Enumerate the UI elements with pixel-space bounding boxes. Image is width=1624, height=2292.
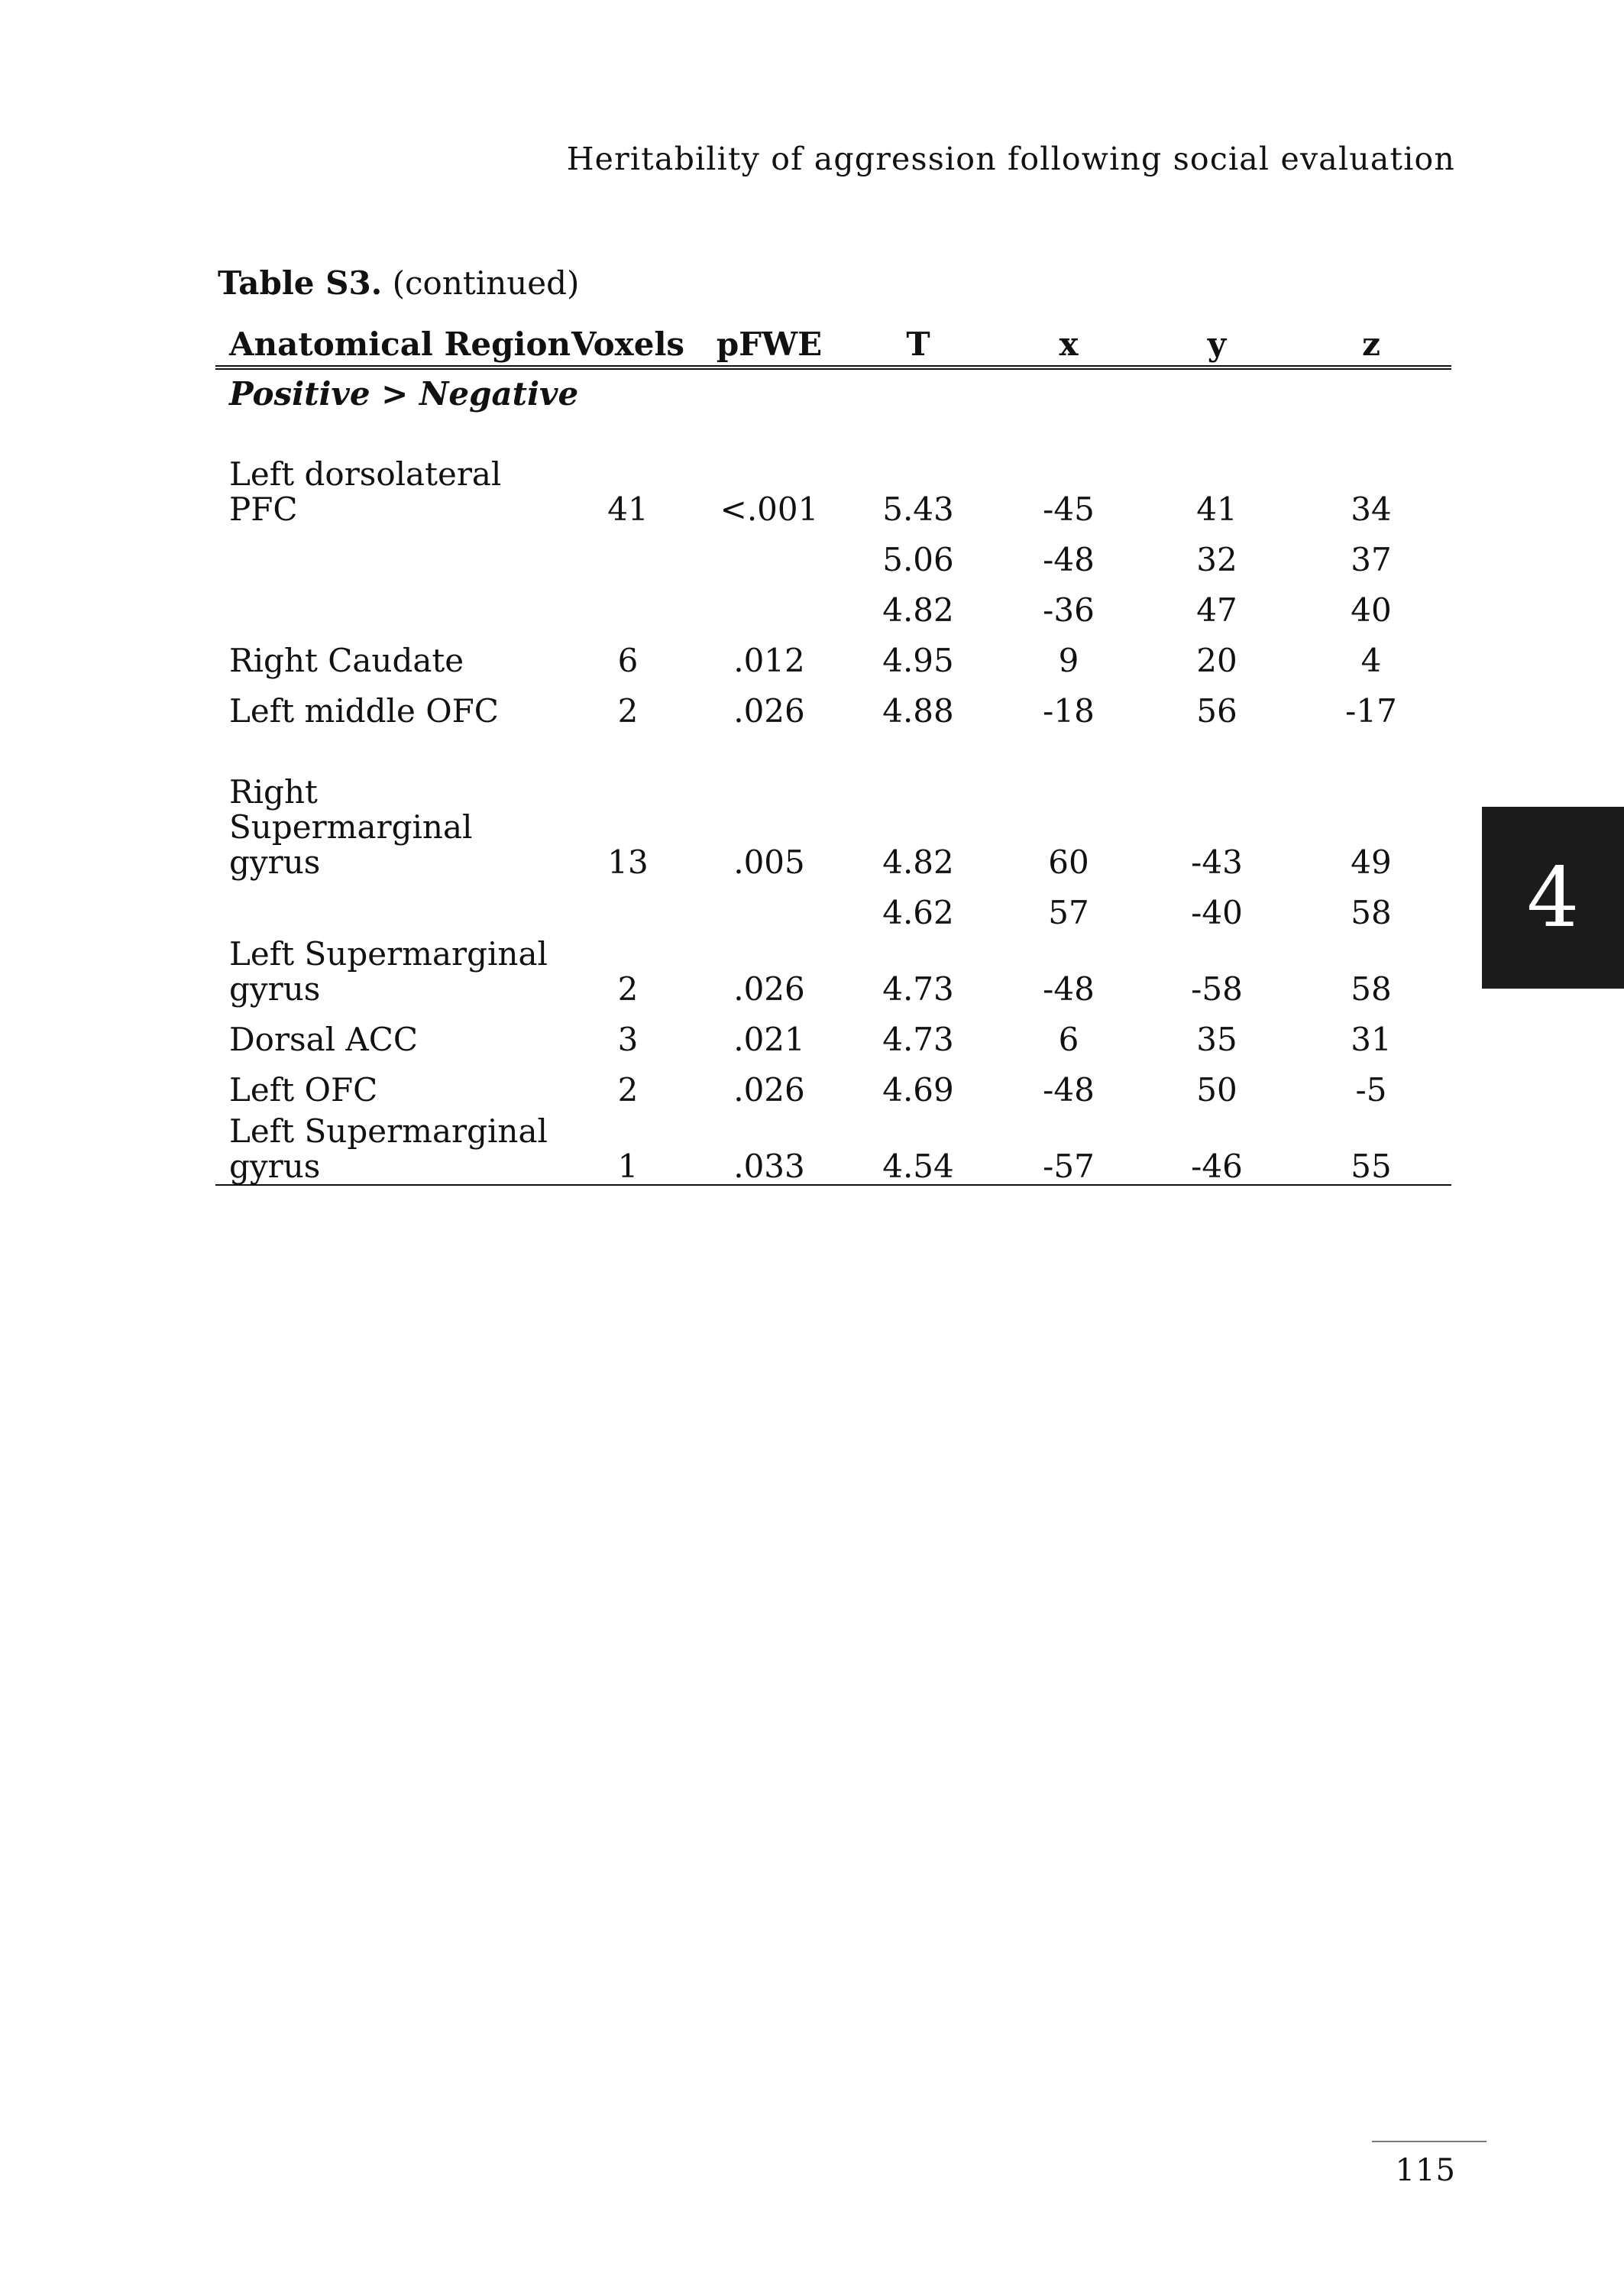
table-row [215, 457, 1451, 527]
cell-z: 58 [1351, 894, 1392, 931]
table-row [215, 1108, 1451, 1185]
cell-y: -46 [1143, 1108, 1291, 1185]
section-row [215, 367, 1451, 419]
table-row [215, 1007, 1451, 1057]
cell-t: 5.06 [882, 541, 954, 578]
table-row [215, 527, 1451, 578]
running-head: Heritability of aggression following social evaluation [566, 141, 1455, 177]
cell-voxels [559, 880, 697, 931]
cell-pfwe: .026 [733, 1071, 805, 1109]
page-number-rule [1372, 2141, 1487, 2142]
cell-region [215, 578, 559, 628]
header-anatomical-region: Anatomical Region [215, 321, 559, 367]
cell-region [215, 527, 559, 578]
table-row [215, 880, 1451, 931]
chapter-tab: 4 [1482, 807, 1624, 989]
cell-t: 4.73 [882, 970, 954, 1008]
cell-t: 4.62 [882, 894, 954, 931]
cell-y: 20 [1196, 642, 1237, 679]
page-number: 115 [1395, 2153, 1456, 2188]
cell-y: 56 [1196, 692, 1237, 730]
cell-voxels [559, 578, 697, 628]
cell-y: 35 [1196, 1021, 1237, 1058]
cell-t: 4.88 [882, 692, 954, 730]
cell-pfwe: .021 [733, 1021, 805, 1058]
cell-t: 4.82 [882, 843, 954, 881]
cell-t: 4.95 [882, 642, 954, 679]
cell-voxels: 13 [607, 843, 649, 881]
cell-x: -36 [1043, 591, 1095, 629]
cell-voxels: 6 [617, 642, 639, 679]
header-voxels: Voxels [559, 321, 697, 367]
cell-voxels: 2 [617, 692, 639, 730]
table-row [215, 678, 1451, 729]
cell-x: -18 [1043, 692, 1095, 730]
cell-x: -48 [1043, 970, 1095, 1008]
table-row [215, 729, 1451, 880]
cell-x: -45 [1043, 490, 1095, 528]
cell-region: Left Supermarginal gyrus [229, 935, 548, 1008]
cell-pfwe: .026 [733, 970, 805, 1008]
cell-z: -17 [1345, 692, 1397, 730]
cell-region: Left OFC [229, 1071, 378, 1109]
cell-x: 57 [1048, 894, 1089, 931]
cell-region: Right Supermarginal gyrus [229, 773, 473, 881]
cell-voxels: 1 [559, 1108, 697, 1185]
cell-y: 32 [1196, 541, 1237, 578]
cell-voxels: 2 [617, 970, 639, 1008]
table-header-row [215, 321, 1451, 367]
cell-pfwe [697, 527, 842, 578]
header-pfwe: pFWE [697, 321, 842, 367]
cell-pfwe: <.001 [720, 490, 819, 528]
table-caption [218, 264, 579, 302]
table-caption-text: (continued) [382, 264, 580, 302]
header-x: x [995, 321, 1143, 367]
cell-t: 4.82 [882, 591, 954, 629]
cell-region: Right Caudate [229, 642, 464, 679]
cell-z: 4 [1360, 642, 1382, 679]
results-table [215, 321, 1451, 1186]
cell-y: 47 [1196, 591, 1237, 629]
cell-y: -40 [1191, 894, 1243, 931]
cell-pfwe: .026 [733, 692, 805, 730]
cell-pfwe: .033 [697, 1108, 842, 1185]
cell-x: -48 [1043, 1071, 1095, 1109]
header-z: z [1291, 321, 1451, 367]
table-row [215, 931, 1451, 1007]
cell-voxels: 3 [617, 1021, 639, 1058]
cell-x: 9 [1058, 642, 1079, 679]
cell-region: Left middle OFC [229, 692, 499, 730]
cell-region: Dorsal ACC [229, 1021, 419, 1058]
cell-x: -57 [995, 1108, 1143, 1185]
cell-x: -48 [1043, 541, 1095, 578]
cell-region [215, 880, 559, 931]
header-y: y [1143, 321, 1291, 367]
cell-z: 55 [1291, 1108, 1451, 1185]
cell-t: 4.73 [882, 1021, 954, 1058]
cell-y: 41 [1196, 490, 1237, 528]
cell-z: 58 [1351, 970, 1392, 1008]
cell-z: 37 [1351, 541, 1392, 578]
header-t: T [842, 321, 995, 367]
cell-x: 60 [1048, 843, 1089, 881]
cell-pfwe: .005 [733, 843, 805, 881]
cell-t: 4.69 [882, 1071, 954, 1109]
cell-voxels: 2 [617, 1071, 639, 1109]
cell-pfwe [697, 578, 842, 628]
table-row [215, 1057, 1451, 1108]
spacer-row [215, 419, 1451, 457]
table-row [215, 578, 1451, 628]
table-row [215, 628, 1451, 678]
cell-region: Left dorsolateral PFC [229, 455, 502, 528]
cell-pfwe [697, 880, 842, 931]
cell-voxels [559, 527, 697, 578]
cell-region: Left Supermarginal gyrus [215, 1108, 559, 1185]
cell-z: 40 [1351, 591, 1392, 629]
cell-pfwe: .012 [733, 642, 805, 679]
cell-y: -58 [1191, 970, 1243, 1008]
cell-z: 31 [1351, 1021, 1392, 1058]
cell-x: 6 [1058, 1021, 1079, 1058]
cell-y: 50 [1196, 1071, 1237, 1109]
cell-t: 4.54 [842, 1108, 995, 1185]
cell-t: 5.43 [882, 490, 954, 528]
cell-z: 49 [1351, 843, 1392, 881]
table-caption-label: Table S3. [218, 264, 383, 302]
cell-z: 34 [1351, 490, 1392, 528]
cell-voxels: 41 [607, 490, 649, 528]
section-label: Positive > Negative [229, 375, 579, 413]
cell-y: -43 [1191, 843, 1243, 881]
cell-z: -5 [1355, 1071, 1387, 1109]
